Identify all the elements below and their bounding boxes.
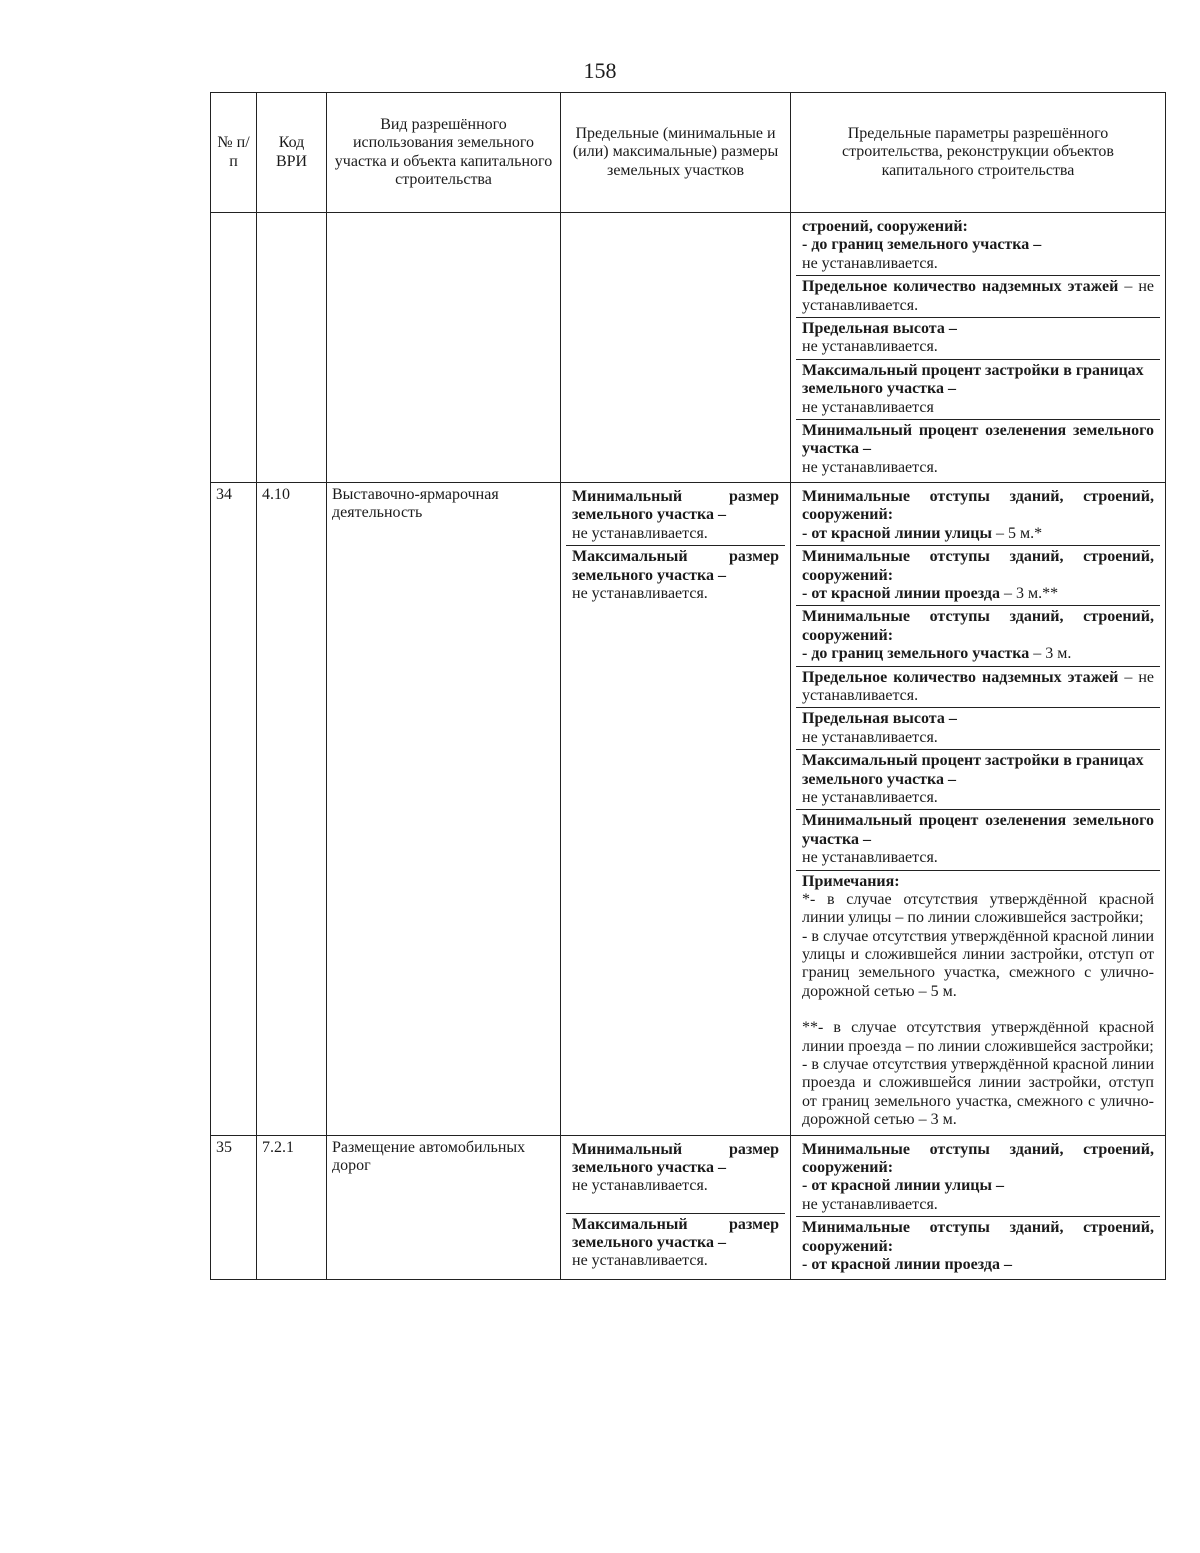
cont-kind xyxy=(327,213,561,483)
row-kind: Размещение автомобильных дорог xyxy=(327,1135,561,1280)
param-bold: - до границ земельного участка xyxy=(802,645,1030,663)
param-block xyxy=(796,216,1160,276)
notes-title: Примечания: xyxy=(802,872,900,890)
param-bold: Минимальные отступы зданий, строений, сооружений: xyxy=(802,1140,1154,1176)
param-bold: - до границ земельного участка – xyxy=(802,236,1042,254)
param-bold: - от красной линии улицы xyxy=(802,524,992,542)
row-params xyxy=(791,1135,1166,1280)
param-block xyxy=(796,486,1160,546)
param-bold: строений, сооружений: xyxy=(802,218,968,235)
param-text: не устанавливается. xyxy=(802,788,938,806)
table-row-34 xyxy=(211,483,1166,1136)
param-bold: Минимальный процент озеленения земельного участка – xyxy=(802,421,1154,458)
note-line: **- в случае отсутствия утверждённой красной линии проезда – по линии сложившейся застройки; xyxy=(802,1019,1154,1055)
param-block xyxy=(796,708,1160,750)
regulations-table xyxy=(210,92,1166,1280)
plot-text: не устанавливается. xyxy=(572,524,708,542)
param-text: не устанавливается. xyxy=(802,254,938,272)
plot-bold: Максимальный размер земельного участка – xyxy=(572,548,779,584)
param-text: – 3 м. xyxy=(1029,645,1072,663)
note-line: - в случае отсутствия утверждённой красной линии улицы и сложившейся линии застройки, отступ от границ земельного участка, смежного с улично-дорожной сетью – 5 м. xyxy=(802,927,1154,1000)
plot-bold: Максимальный размер земельного участка – xyxy=(572,1215,779,1251)
param-block xyxy=(796,750,1160,810)
row-plot xyxy=(561,1135,791,1280)
param-bold: Предельная высота – xyxy=(802,710,957,728)
plot-bold: Минимальный размер земельного участка – xyxy=(572,1140,779,1176)
param-text: – не устанавливается. xyxy=(802,668,1154,704)
plot-block xyxy=(566,1139,785,1214)
cont-plot xyxy=(561,213,791,483)
param-block xyxy=(796,1139,1160,1218)
plot-text: не устанавливается. xyxy=(572,1177,708,1195)
param-bold: Минимальные отступы зданий, строений, сооружений: xyxy=(802,488,1154,524)
param-text: не устанавливается. xyxy=(802,338,938,356)
cont-code xyxy=(257,213,327,483)
header-plot-size: Предельные (минимальные и (или) максимальные) размеры земельных участков xyxy=(561,93,791,213)
param-text: не устанавливается. xyxy=(802,728,938,746)
header-num: № п/п xyxy=(211,93,257,213)
plot-block xyxy=(566,546,785,605)
table-row-35 xyxy=(211,1135,1166,1280)
param-bold: Предельное количество надземных этажей xyxy=(802,278,1119,296)
param-bold: Максимальный процент застройки в границах земельного участка – xyxy=(802,361,1144,398)
param-text: не устанавливается. xyxy=(802,849,938,867)
table-row-continuation xyxy=(211,213,1166,483)
notes-block xyxy=(796,871,1160,1132)
param-block xyxy=(796,360,1160,420)
param-block xyxy=(796,318,1160,360)
param-text: не устанавливается. xyxy=(802,1195,938,1213)
page-number: 158 xyxy=(583,58,617,83)
param-bold: Минимальный процент озеленения земельного участка – xyxy=(802,812,1154,848)
param-block xyxy=(796,606,1160,666)
header-kind: Вид разрешённого использования земельного участка и объекта капитального строительства xyxy=(327,93,561,213)
param-block xyxy=(796,667,1160,709)
param-text: не устанавливается. xyxy=(802,458,938,476)
param-block xyxy=(796,1217,1160,1276)
param-block xyxy=(796,546,1160,606)
plot-bold: Минимальный размер земельного участка – xyxy=(572,488,779,524)
param-bold: Минимальные отступы зданий, строений, сооружений: xyxy=(802,548,1154,584)
param-bold: Предельная высота – xyxy=(802,319,957,337)
param-text: не устанавливается xyxy=(802,398,934,416)
param-bold: - от красной линии проезда – xyxy=(802,1255,1012,1273)
param-bold: Минимальные отступы зданий, строений, сооружений: xyxy=(802,1219,1154,1255)
row-num: 34 xyxy=(211,483,257,1136)
note-line: - в случае отсутствия утверждённой красной линии проезда и сложившейся линии застройки, отступ от границ земельного участка, смежного с улично-дорожной сетью – 3 м. xyxy=(802,1056,1154,1129)
row-code: 7.2.1 xyxy=(257,1135,327,1280)
plot-text: не устанавливается. xyxy=(572,1252,708,1270)
param-block xyxy=(796,810,1160,870)
plot-block xyxy=(566,1214,785,1273)
note-line: *- в случае отсутствия утверждённой красной линии улицы – по линии сложившейся застройки; xyxy=(802,890,1154,927)
param-block xyxy=(796,420,1160,479)
param-bold: Минимальные отступы зданий, строений, сооружений: xyxy=(802,608,1154,644)
param-bold: Максимальный процент застройки в границах земельного участка – xyxy=(802,752,1144,788)
row-params xyxy=(791,483,1166,1136)
row-num: 35 xyxy=(211,1135,257,1280)
param-text: – 5 м.* xyxy=(992,524,1043,542)
param-text: – 3 м.** xyxy=(999,585,1059,603)
cont-num xyxy=(211,213,257,483)
table-header-row xyxy=(211,93,1166,213)
param-bold: Предельное количество надземных этажей xyxy=(802,668,1119,686)
param-bold: - от красной линии проезда xyxy=(802,585,1000,603)
row-plot xyxy=(561,483,791,1136)
header-params: Предельные параметры разрешённого строительства, реконструкции объектов капитального строительства xyxy=(791,93,1166,213)
param-text: – не устанавливается. xyxy=(802,278,1154,314)
param-bold: - от красной линии улицы – xyxy=(802,1177,1004,1195)
header-code: Код ВРИ xyxy=(257,93,327,213)
cont-params xyxy=(791,213,1166,483)
plot-block xyxy=(566,486,785,546)
row-code: 4.10 xyxy=(257,483,327,1136)
param-block xyxy=(796,276,1160,318)
plot-text: не устанавливается. xyxy=(572,585,708,603)
row-kind: Выставочно-ярмарочная деятельность xyxy=(327,483,561,1136)
